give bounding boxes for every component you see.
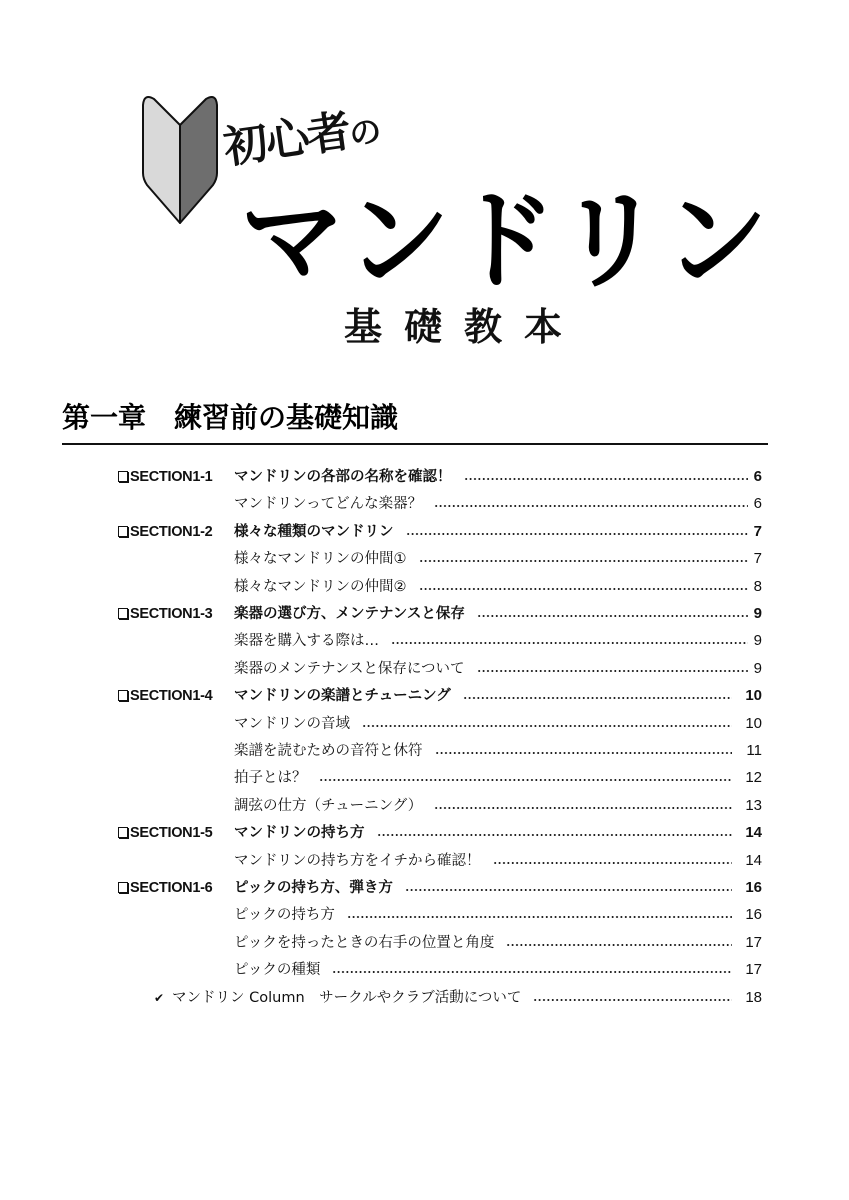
toc-entry[interactable] xyxy=(0,629,849,653)
toc-entry-title: 様々な種類のマンドリン xyxy=(234,523,394,540)
toc-entry[interactable] xyxy=(0,958,849,982)
toc-entry-title: マンドリンの音域 xyxy=(234,715,350,732)
page-number: 17 xyxy=(745,961,762,979)
page-number: 9 xyxy=(753,605,762,622)
toc-entry[interactable] xyxy=(0,547,849,571)
section-number: SECTION1-1 xyxy=(130,469,213,485)
dot-leader xyxy=(533,999,732,1001)
toc-column-entry[interactable] xyxy=(0,986,849,1010)
toc-entry-title: 様々なマンドリンの仲間② xyxy=(234,578,407,595)
subtitle-beginner-text: 初心者 xyxy=(220,105,353,175)
toc-entry[interactable] xyxy=(0,520,849,544)
toc-entry-title: マンドリンの持ち方をイチから確認！ xyxy=(234,852,481,869)
page-number: 10 xyxy=(745,687,762,705)
section-label xyxy=(118,876,230,900)
toc-entry-title: ピックの種類 xyxy=(234,962,321,979)
toc-entry[interactable] xyxy=(0,465,849,489)
toc-entry[interactable] xyxy=(0,712,849,736)
toc-entry[interactable] xyxy=(0,657,849,681)
toc-entry-title: 楽器の選び方、メンテナンスと保存 xyxy=(234,606,465,622)
section-number: SECTION1-2 xyxy=(130,523,213,540)
toc-entry[interactable] xyxy=(0,876,849,900)
page-number: 7 xyxy=(753,550,762,568)
toc-entry-title: ピックの持ち方 xyxy=(234,907,335,924)
toc-entry-title: ピックの持ち方、弾き方 xyxy=(234,880,393,896)
checkbox-icon xyxy=(118,471,128,482)
toc-entry[interactable] xyxy=(0,575,849,599)
page-number: 9 xyxy=(753,632,762,650)
subtitle-beginner xyxy=(219,91,382,176)
dot-leader xyxy=(477,670,748,672)
dot-leader xyxy=(347,916,732,918)
main-title: マンドリン xyxy=(240,176,771,305)
toc-entry[interactable] xyxy=(0,821,849,845)
checkbox-icon xyxy=(118,882,128,893)
toc-entry[interactable] xyxy=(0,766,849,790)
checkmark-icon: ✔ xyxy=(154,990,165,1005)
page-number: 6 xyxy=(753,468,762,485)
subtitle-particle: の xyxy=(346,111,382,154)
dot-leader xyxy=(419,560,748,562)
toc-entry[interactable] xyxy=(0,903,849,927)
beginner-mark-icon xyxy=(140,95,220,225)
dot-leader xyxy=(419,588,748,590)
dot-leader xyxy=(405,889,732,891)
page-number: 13 xyxy=(745,796,762,814)
section-number: SECTION1-5 xyxy=(130,825,213,842)
page-number: 7 xyxy=(753,522,762,540)
chapter-divider xyxy=(62,443,768,445)
checkbox-icon xyxy=(118,827,128,838)
toc-entry-title: マンドリンってどんな楽器？ xyxy=(234,496,423,513)
page-number: 8 xyxy=(753,577,762,595)
toc-entry-title: 楽譜を読むための音符と休符 xyxy=(234,743,423,759)
toc-entry-title: 楽器を購入する際は… xyxy=(234,633,379,650)
toc-entry[interactable] xyxy=(0,849,849,873)
section-label xyxy=(118,520,230,544)
dot-leader xyxy=(506,944,732,946)
toc-entry-title: 楽器のメンテナンスと保存について xyxy=(234,660,465,677)
section-number: SECTION1-3 xyxy=(130,606,213,622)
dot-leader xyxy=(464,478,748,480)
page-number: 12 xyxy=(745,769,762,787)
section-label xyxy=(118,684,230,708)
toc-entry[interactable] xyxy=(0,602,849,626)
toc-entry[interactable] xyxy=(0,931,849,955)
dot-leader xyxy=(406,533,748,535)
dot-leader xyxy=(319,779,732,781)
page-number: 16 xyxy=(745,906,762,924)
toc-entry[interactable] xyxy=(0,684,849,708)
toc-entry-title: マンドリンの持ち方 xyxy=(234,825,365,842)
page-number: 11 xyxy=(746,742,762,759)
dot-leader xyxy=(391,642,748,644)
page-number: 6 xyxy=(753,495,762,513)
page-number: 18 xyxy=(745,988,762,1006)
section-number: SECTION1-4 xyxy=(130,688,213,705)
section-label xyxy=(118,465,230,489)
toc-entry-title: 様々なマンドリンの仲間① xyxy=(234,551,407,568)
toc-entry-title: 拍子とは？ xyxy=(234,770,307,787)
toc-entry[interactable] xyxy=(0,739,849,763)
checkbox-icon xyxy=(118,608,128,619)
chapter-title: 第一章 練習前の基礎知識 xyxy=(62,401,399,434)
book-title-block xyxy=(0,0,849,380)
section-label xyxy=(118,821,230,845)
section-number: SECTION1-6 xyxy=(130,880,213,896)
page-number: 14 xyxy=(745,824,762,842)
page-number: 16 xyxy=(745,879,762,896)
dot-leader xyxy=(434,505,748,507)
page-number: 9 xyxy=(753,659,762,677)
dot-leader xyxy=(435,752,732,754)
dot-leader xyxy=(362,725,732,727)
column-title: マンドリン Column サークルやクラブ活動について xyxy=(172,989,522,1006)
sub-title: 基礎教本 xyxy=(344,304,585,349)
dot-leader xyxy=(477,615,748,617)
page-number: 10 xyxy=(745,714,762,732)
toc-entry[interactable] xyxy=(0,794,849,818)
page-number: 14 xyxy=(745,851,762,869)
section-label xyxy=(118,602,230,626)
dot-leader xyxy=(332,971,732,973)
dot-leader xyxy=(493,862,732,864)
toc-entry-title: 調弦の仕方（チューニング） xyxy=(234,797,423,814)
checkbox-icon xyxy=(118,526,128,537)
checkbox-icon xyxy=(118,690,128,701)
dot-leader xyxy=(463,697,732,699)
dot-leader xyxy=(434,807,732,809)
toc-entry-title: ピックを持ったときの右手の位置と角度 xyxy=(234,934,495,951)
toc-entry-title: マンドリンの各部の名称を確認！ xyxy=(234,469,452,485)
dot-leader xyxy=(377,834,732,836)
toc-entry-title: マンドリンの楽譜とチューニング xyxy=(234,688,451,705)
toc-entry[interactable] xyxy=(0,492,849,516)
page-number: 17 xyxy=(745,933,762,951)
